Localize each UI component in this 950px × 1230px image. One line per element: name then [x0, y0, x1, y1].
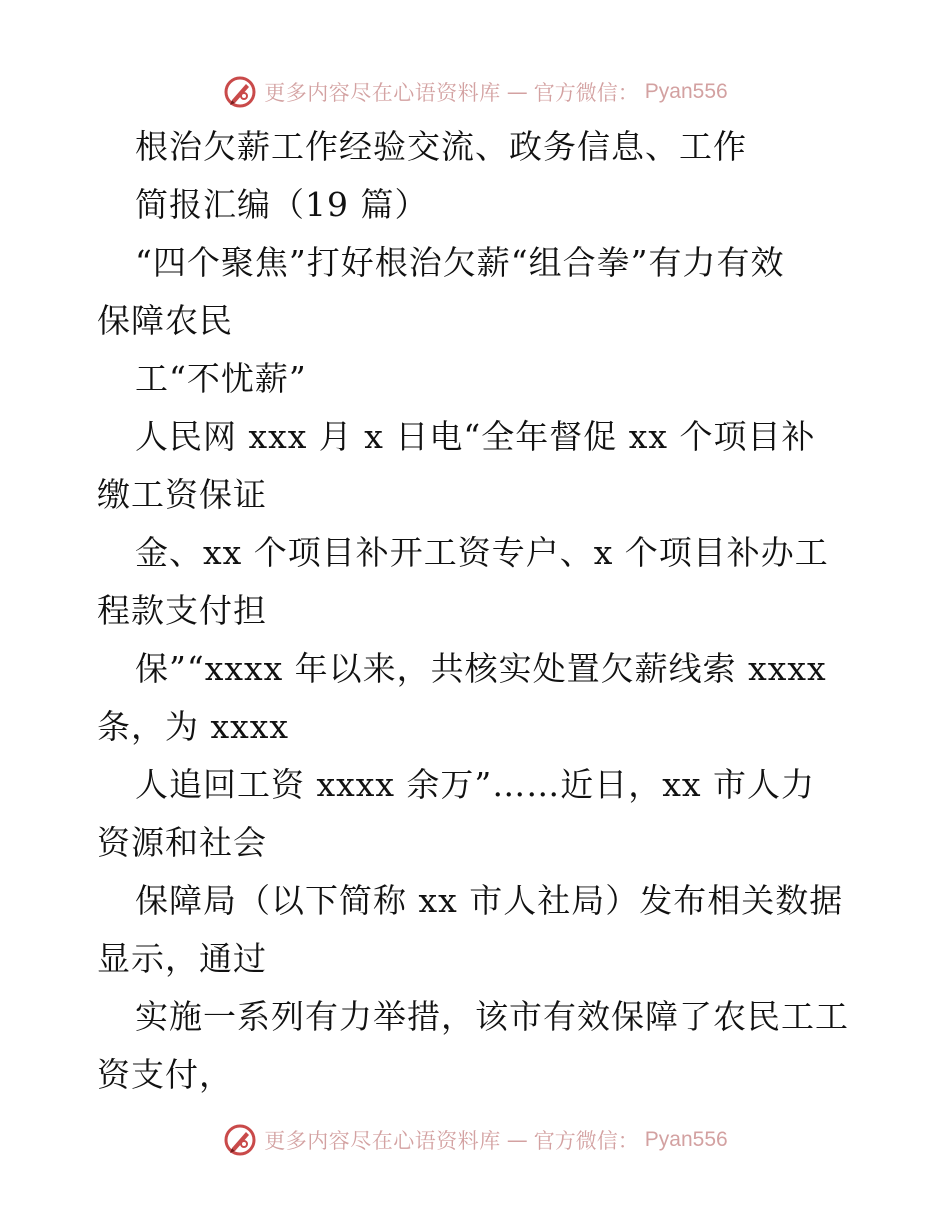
watermark-wechat-id: Pyan556 [644, 80, 728, 103]
watermark-brand: 更多内容尽在心语资料库 [264, 1129, 501, 1153]
text-line [97, 524, 857, 582]
line-text: 简报汇编（19 篇） [135, 185, 429, 224]
line-text: 人追回工资 xxxx 余万”……近日，xx 市人力 [135, 765, 816, 804]
document-body [97, 118, 857, 1104]
line-text: “四个聚焦”打好根治欠薪“组合拳”有力有效 [135, 243, 785, 282]
line-text: 条，为 xxxx [97, 707, 289, 746]
text-line [97, 292, 857, 350]
text-line [97, 930, 857, 988]
header-watermark [0, 70, 950, 114]
line-text: 缴工资保证 [97, 475, 267, 514]
text-line [97, 756, 857, 814]
line-text: 资源和社会 [97, 823, 267, 862]
line-text: 工“不忧薪” [135, 359, 307, 398]
text-line [97, 350, 857, 408]
line-text: 保障农民 [97, 301, 233, 340]
footer-watermark [0, 1118, 950, 1162]
brush-logo-icon [222, 1122, 258, 1158]
text-line [97, 408, 857, 466]
text-line [97, 640, 857, 698]
watermark-brand: 更多内容尽在心语资料库 [264, 81, 501, 105]
text-line [97, 1046, 857, 1104]
text-line [97, 872, 857, 930]
watermark-label: 官方微信： [533, 81, 639, 105]
text-line [97, 234, 857, 292]
line-text: 资支付， [97, 1055, 233, 1094]
line-text: 人民网 xxx 月 x 日电“全年督促 xx 个项目补 [135, 417, 816, 456]
text-line [97, 814, 857, 872]
text-line [97, 176, 857, 234]
text-line [97, 582, 857, 640]
watermark-label: 官方微信： [533, 1129, 639, 1153]
text-line [97, 698, 857, 756]
watermark-dash: — [506, 80, 528, 104]
line-text: 实施一系列有力举措，该市有效保障了农民工工 [135, 997, 849, 1036]
brush-logo-icon [222, 74, 258, 110]
line-text: 根治欠薪工作经验交流、政务信息、工作 [135, 127, 747, 166]
line-text: 金、xx 个项目补开工资专户、x 个项目补办工 [135, 533, 829, 572]
watermark-wechat-id: Pyan556 [644, 1128, 728, 1151]
line-text: 显示，通过 [97, 939, 267, 978]
watermark-dash: — [506, 1128, 528, 1152]
text-line [97, 466, 857, 524]
line-text: 保障局（以下简称 xx 市人社局）发布相关数据 [135, 881, 844, 920]
line-text: 保”“xxxx 年以来，共核实处置欠薪线索 xxxx [135, 649, 827, 688]
text-line [97, 988, 857, 1046]
line-text: 程款支付担 [97, 591, 267, 630]
text-line [97, 118, 857, 176]
